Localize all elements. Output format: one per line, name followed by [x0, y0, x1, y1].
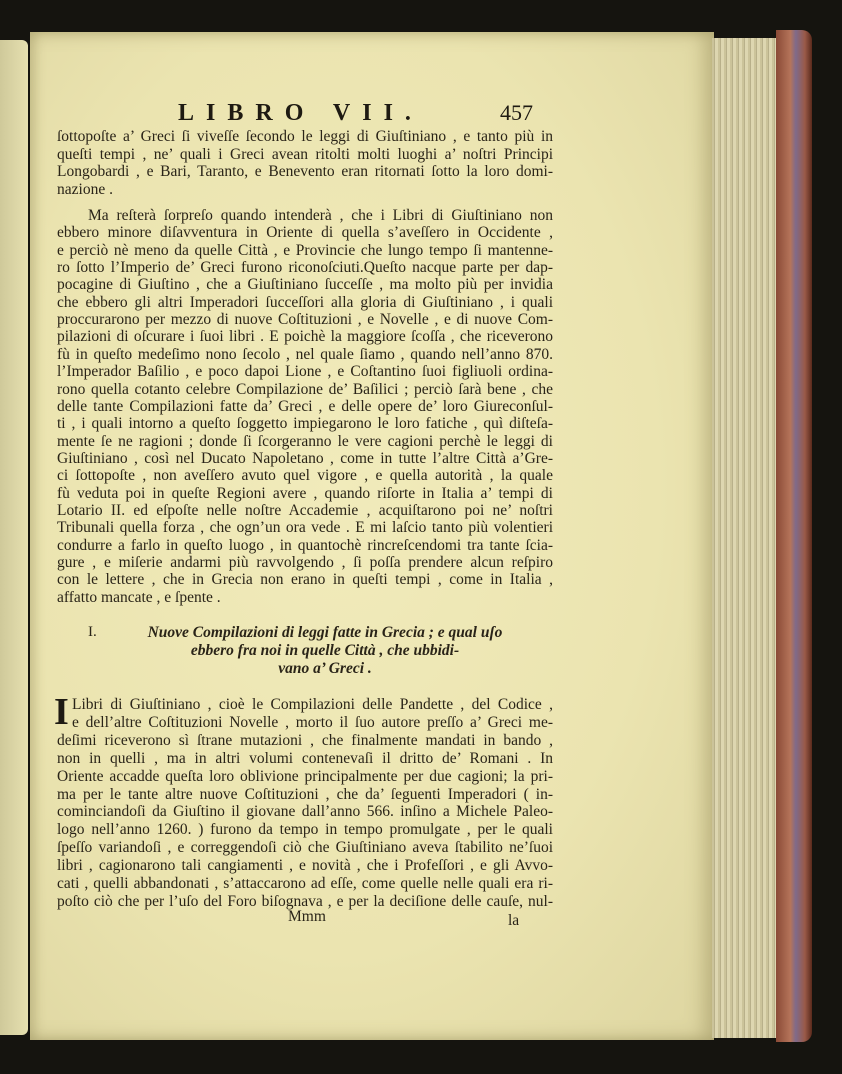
text-line: Libri di Giuſtiniano , cioè le Compilazioni delle Pandette , del Codice , [72, 696, 553, 713]
text-line: Oriente accadde queſta loro oblivione principalmente per due cagioni; la pri- [57, 767, 553, 785]
text-line: ebbero minore diſavventura in Oriente di quella s’aveſſero in Occidente , [57, 224, 553, 242]
text-line: ma per le tante altre nuove Coſtituzioni , che da’ ſeguenti Imperadori ( in- [57, 785, 553, 803]
text-line: mente ſe ne ragioni ; donde ſi ſcorgeranno le vere cagioni perchè le leggi di [57, 432, 553, 450]
text-line: condurre a farlo in queſto luogo , in quantochè rincreſcendomi tra tante ſcia- [57, 536, 553, 554]
text-line: Giuſtiniano , così nel Ducato Napoletano , come in tutte l’altre Città a’Gre- [57, 449, 553, 467]
text-line: e perciò nè meno da quelle Città , e Provincie che lungo tempo ſi mantenne- [57, 241, 553, 259]
text-line: affatto mancate , e ſpente . [57, 588, 221, 606]
text-line: ci ſottopoſte , non aveſſero avuto quel vigore , e quella autorità , la quale [57, 467, 553, 485]
text-line: Ma reſterà ſorpreſo quando intenderà , che i Libri di Giuſtiniano non [88, 207, 553, 224]
page-edges [712, 38, 776, 1038]
text-line: pilazioni di oſcurare i ſuoi libri . E poichè la maggiore ſcoſſa , che riceverono [57, 328, 553, 346]
section-number: I. [88, 624, 97, 640]
text-line: logo nell’anno 1260. ) furono da tempo in tempo promulgate , per le quali [57, 821, 553, 839]
text-line: non in quelli , ma in altri volumi contenevaſi il dritto de’ Romani . In [57, 749, 553, 767]
text-line: deſimi riceverono sì ſtrane mutazioni , che finalmente mandati in bando , [57, 731, 553, 749]
text-line: ſottopoſte a’ Greci ſi viveſſe ſecondo le leggi di Giuſtiniano , e tanto più in [57, 128, 553, 145]
text-line: gure , e miſerie andarmi più ravvolgendo , ſi poſſa prendere alcun reſpiro [57, 554, 553, 571]
text-line: l’Imperador Baſilio , e poco dapoi Lione , e Coſtantino ſuoi figliuoli ordina- [57, 363, 553, 381]
text-line: nazione . [57, 180, 113, 198]
page-number: 457 [500, 100, 533, 125]
text-line: rono quella cotanto celebre Compilazione de’ Baſilici ; perciò ſarà bene , che [57, 380, 553, 398]
catchword: la [508, 912, 520, 929]
text-line: libri , cagionarono tali cangiamenti , e novità , che i Profeſſori , e gli Avvo- [57, 857, 553, 875]
previous-page-edge [0, 40, 28, 1035]
text-line: Lotario II. ed eſpoſte nelle noſtre Accademie , acquiſtarono poi ne’ noſtri [57, 501, 553, 519]
text-line: queſti tempi , ne’ quali i Greci avean ritolti molti luoghi a’ noſtri Principi [57, 145, 553, 163]
text-line: che ebbero gli altri Imperadori ſucceſſori alla gloria di Giuſtiniano , i quali [57, 293, 553, 311]
text-line: fù veduta poi in queſte Regioni avere , quando riſorte in Italia a’ tempi di [57, 484, 553, 502]
text-line: delle tante Compilazioni fatte da’ Greci , e delle opere de’ loro Giureconſul- [57, 397, 553, 415]
text-line: pocagine di Giuſtino , che a Giuſtiniano ſucceſſe , ma molto più per invidia [57, 276, 553, 294]
text-line: Tribunali quella forza , che ogn’un ora vede . E mi laſcio tanto più volentieri [57, 519, 553, 537]
text-line: fù in queſto medeſimo nono ſecolo , nel quale ſiamo , quando nell’anno 870. [57, 345, 553, 363]
text-line: e dell’altre Coſtituzioni Novelle , morto il ſuo autore preſſo a’ Greci me- [72, 713, 553, 731]
running-title: LIBRO VII. [178, 100, 423, 126]
text-line: ſpeſſo variandoſi , e correggendoſi ciò che Giuſtiniano aveva ſtabilito ne’ſuoi [57, 839, 553, 857]
text-line: cati , quelli abbandonati , s’attaccarono ad eſſe, come quelle nelle quali era ri- [57, 875, 553, 892]
text-line: poſto ciò che per l’uſo del Foro biſognava , e per la deciſione delle cauſe, nul- [57, 892, 553, 910]
signature-mark: Mmm [288, 908, 326, 925]
section-title-line: ebbero fra noi in quelle Città , che ubbidi- [190, 642, 460, 659]
book-cover [776, 30, 812, 1042]
text-line: proccurarono per mezzo di nuove Coſtituzioni , e Novelle , e di nuove Com- [57, 311, 553, 329]
text-line: ti , i quali intorno a queſto ſoggetto impiegarono le loro fatiche , quì diſteſa- [57, 415, 553, 433]
text-line: Longobardi , e Bari, Taranto, e Benevento eran ritornati ſotto la loro domi- [57, 163, 553, 181]
drop-cap: I [54, 691, 69, 733]
section-title-line: Nuove Compilazioni di leggi fatte in Grecia ; e qual uſo [147, 624, 503, 641]
text-line: ro ſotto l’Imperio de’ Greci furono riconoſciuti.Queſto nacque parte per dap- [57, 259, 553, 277]
section-title-line: vano a’ Greci . [278, 660, 372, 677]
text-line: cominciandoſi da Giuſtino il giovane dall’anno 566. inſino a Michele Paleo- [57, 803, 553, 821]
text-line: con le lettere , che in Grecia non erano in queſti tempi , come in Italia , [57, 571, 553, 589]
